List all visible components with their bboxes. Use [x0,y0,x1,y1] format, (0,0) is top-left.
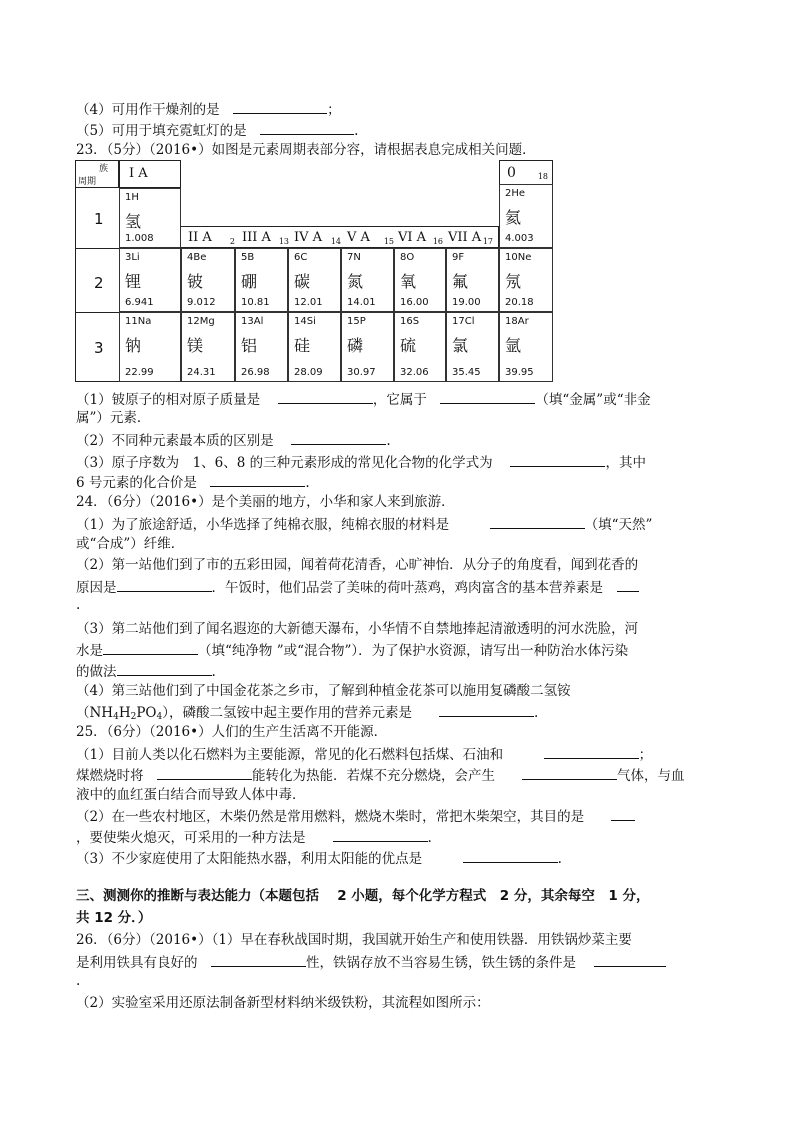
answer-blank[interactable] [260,120,354,135]
answer-blank[interactable] [463,848,558,863]
group-17-header: VII A 17 [448,230,493,246]
periodic-table [75,160,553,382]
q25-item1: （1）目前人类以化石燃料为主要能源，常见的化石燃料包括煤、石油和 ； [76,744,652,764]
q25-item3: （3）不少家庭使用了太阳能热水器，利用太阳能的优点是 . [76,848,562,868]
group-0-header: 0 18 [507,165,548,181]
answer-blank[interactable] [617,577,639,592]
q25-item2: （2）在一些农村地区，木柴仍然是常用燃料，燃烧木柴时，常把木柴架空，其目的是 [76,806,635,826]
q23-item3: （3）原子序数为 1、6、8 的三种元素形成的常见化合物的化学式为 ，其中 [76,452,646,472]
q25-title: 25．（6分）（2016•）人们的生产生活离不开能源． [76,724,388,740]
q24-item2-cont: 原因是 ．午饭时，他们品尝了美味的荷叶蒸鸡，鸡肉富含的基本营养素是 [76,577,639,597]
q24-item4-cont: $(NH_4H_2PO_4)$，磷酸二氢铵中起主要作用的营养元素是 . [76,702,538,726]
answer-blank[interactable] [594,952,666,967]
group-2-header: II A 2 [188,230,235,246]
answer-blank[interactable] [278,389,373,404]
q23-item1: （1）铍原子的相对原子质量是 ，它属于 （填“金属”或“非金 [76,389,651,409]
q24-title: 24．（6分）（2016•）是个美丽的地方，小华和家人来到旅游． [76,494,455,510]
q24-item4: （4）第三站他们到了中国金花茶之乡市，了解到种植金花茶可以施用复磷酸二氢铵 [76,683,571,699]
element-cell-H: 1H 氢 1.008 [119,188,181,248]
q22-item4: （4）可用作干燥剂的是 ； [76,99,341,119]
q23-item1-cont: 属”）元素． [76,410,151,426]
answer-blank[interactable] [522,765,617,780]
group-15-header: V A 15 [347,230,394,246]
answer-blank[interactable] [510,452,605,467]
answer-blank[interactable] [117,661,212,676]
element-cell-P: 15P 磷 30.97 [341,312,394,382]
q22-item5: （5）可用于填充霓虹灯的是 . [76,120,358,140]
q25-item1-cont2: 液中的血红蛋白结合而导致人体中毒． [76,787,306,803]
answer-blank[interactable] [440,389,535,404]
period-2-label: 2 [94,274,104,292]
answer-blank[interactable] [233,99,327,114]
element-cell-Mg: 12Mg 镁 24.31 [181,312,235,382]
element-cell-Be: 4Be 铍 9.012 [181,248,235,312]
element-cell-Al: 13Al 铝 26.98 [235,312,288,382]
answer-blank[interactable] [490,514,585,529]
element-cell-Li: 3Li 锂 6.941 [119,248,181,312]
element-cell-He: 2He 氦 4.003 [499,184,553,248]
element-cell-Ar: 18Ar 氩 39.95 [499,312,553,382]
answer-blank[interactable] [211,952,306,967]
section-3-title-cont: 共 12 分．） [76,910,152,926]
q23-title: 23．（5分）（2016•）如图是元素周期表部分容，请根据表息完成相关问题． [76,142,536,158]
q24-item1-cont: 或“合成”）纤维． [76,536,185,552]
answer-blank[interactable] [611,806,635,821]
answer-blank[interactable] [333,827,428,842]
element-cell-C: 6C 碳 12.01 [288,248,341,312]
answer-blank[interactable] [157,765,252,780]
element-cell-B: 5B 硼 10.81 [235,248,288,312]
q26-item1-cont: 是利用铁具有良好的 性，铁锅存放不当容易生锈，铁生锈的条件是 [76,952,666,972]
answer-blank[interactable] [544,744,639,759]
corner-period-label: 周期 [78,177,97,187]
element-cell-F: 9F 氟 19.00 [446,248,499,312]
q24-item1: （1）为了旅途舒适，小华选择了纯棉衣服，纯棉衣服的材料是 （填“天然” [76,514,652,534]
period-1-label: 1 [94,210,104,228]
q24-item2: （2）第一站他们到了市的五彩田园，闻着荷花清香，心旷神怡．从分子的角度看，闻到花香的 [76,557,639,573]
element-cell-O: 8O 氧 16.00 [394,248,446,312]
answer-blank[interactable] [117,577,212,592]
group-13-header: III A 13 [242,230,289,246]
q23-item2: （2）不同种元素最本质的区别是 . [76,430,391,450]
element-cell-N: 7N 氮 14.01 [341,248,394,312]
element-cell-Si: 14Si 硅 28.09 [288,312,341,382]
group-1-header: I A [129,166,148,181]
element-cell-Ne: 10Ne 氖 20.18 [499,248,553,312]
q25-item2-cont: ，要使柴火熄灭，可采用的一种方法是 . [76,827,432,847]
answer-blank[interactable] [291,430,386,445]
element-cell-Cl: 17Cl 氯 35.45 [446,312,499,382]
q25-item1-cont: 煤燃烧时将 能转化为热能．若煤不充分燃烧，会产生 气体，与血 [76,765,685,785]
period-3-label: 3 [94,339,104,357]
q24-item3-cont: 水是 （填“纯净物 ”或“混合物”）．为了保护水资源，请写出一种防治水体污染 [76,640,628,660]
q24-item2-end: . [76,597,81,613]
q26-item1-end: . [76,973,81,989]
element-cell-Na: 11Na 钠 22.99 [119,312,181,382]
section-3-title: 三、测测你的推断与表达能力（本题包括 2 小题，每个化学方程式 2 分，其余每空 1 分， [76,888,650,904]
group-14-header: IV A 14 [294,230,341,246]
group-16-header: VI A 16 [398,230,443,246]
answer-blank[interactable] [103,640,198,655]
q26-item2: （2）实验室采用还原法制备新型材料纳米级铁粉，其流程如图所示： [76,995,490,1011]
group-1-header-box [119,160,181,188]
q26-item1: 26．（6分）（2016•）（1）早在春秋战国时期，我国就开始生产和使用铁器．用铁锅炒菜主要 [76,932,632,948]
q24-item3-cont2: 的做法 . [76,661,216,681]
answer-blank[interactable] [439,702,534,717]
q23-item3-cont: 6 号元素的化合价是 . [76,472,310,492]
q24-item3: （3）第二站他们到了闻名遐迩的大新德天瀑布，小华情不自禁地捧起清澈透明的河水洗脸，河 [76,621,639,637]
element-cell-S: 16S 硫 32.06 [394,312,446,382]
corner-group-label: 族 [99,164,109,174]
answer-blank[interactable] [210,472,305,487]
